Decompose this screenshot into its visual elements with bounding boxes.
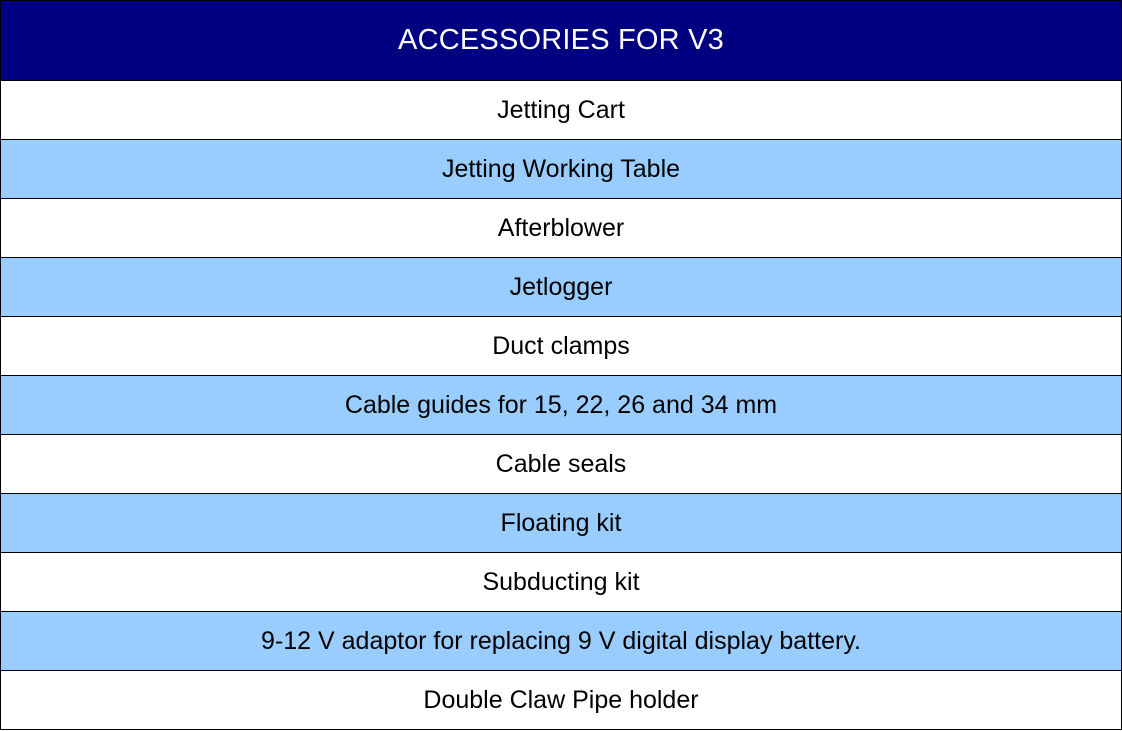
table-row: Afterblower	[1, 199, 1121, 258]
table-row: Jetting Cart	[1, 81, 1121, 140]
table-row: Duct clamps	[1, 317, 1121, 376]
table-row: Cable seals	[1, 435, 1121, 494]
table-row: Cable guides for 15, 22, 26 and 34 mm	[1, 376, 1121, 435]
table-row: Jetting Working Table	[1, 140, 1121, 199]
table-title: ACCESSORIES FOR V3	[1, 1, 1121, 81]
table-row: 9-12 V adaptor for replacing 9 V digital display battery.	[1, 612, 1121, 671]
table-row: Jetlogger	[1, 258, 1121, 317]
table-row: Floating kit	[1, 494, 1121, 553]
table-row: Subducting kit	[1, 553, 1121, 612]
table-row: Double Claw Pipe holder	[1, 671, 1121, 730]
